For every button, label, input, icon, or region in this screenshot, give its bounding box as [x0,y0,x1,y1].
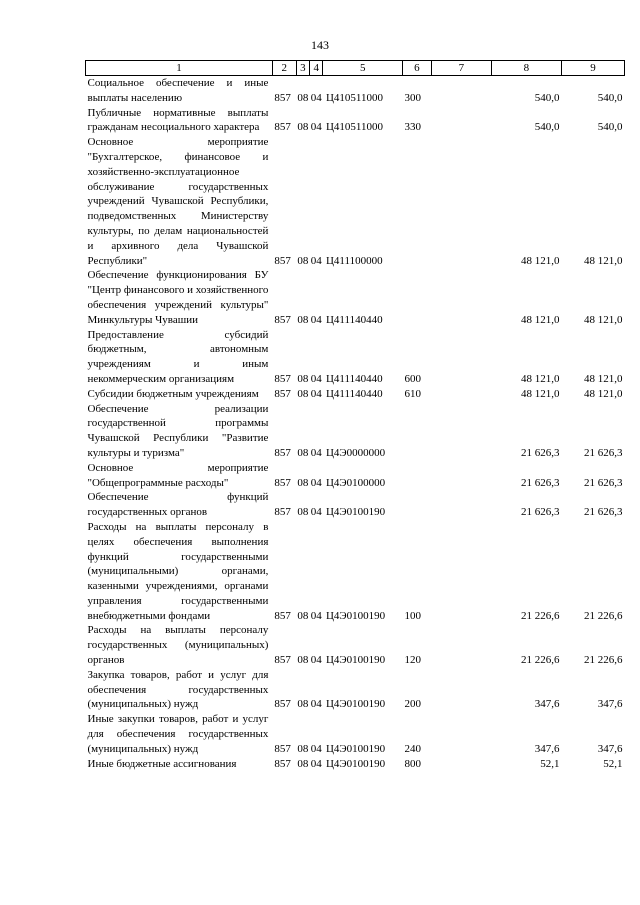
header-col-7: 7 [431,61,491,76]
table-row [86,402,625,461]
table-row [86,387,625,402]
item-name: Расходы на выплаты персоналу в целях обеспечения выполнения функций государственными (муниципальными) органами, казенными учреждениями, органами управления государственными внебюджетными фондами [87,520,269,622]
item-name: Основное мероприятие "Бухгалтерское, финансовое и хозяйственно-эксплуатационное обслуживание государственных учреждений Чувашской Республики, подведомственных Министерству культуры, по делам национальностей и архивного дела Чувашской Республики" [87,136,269,267]
amount-col-8: 21 626,3 [520,476,560,489]
amount-col-8: 21 626,3 [520,506,560,519]
section-code: 08 [297,372,309,385]
header-col-6: 6 [402,61,431,76]
column-7-value [431,402,491,461]
amount-col-9: 540,0 [597,91,623,104]
target-article-code: Ц411140440 [325,387,383,400]
table-row [86,490,625,520]
target-article-code: Ц4Э0100190 [325,609,386,622]
ministry-code: 857 [274,91,291,104]
expense-type-code: 100 [404,609,421,622]
target-article-code: Ц411140440 [325,372,383,385]
expense-type-code: 800 [404,757,421,770]
amount-col-8: 347,6 [534,742,560,755]
expense-type-code: 120 [404,654,421,667]
target-article-code: Ц410511000 [325,121,384,134]
header-col-9: 9 [561,61,624,76]
target-article-code: Ц4Э0000000 [325,446,386,459]
item-name: Субсидии бюджетным учреждениям [87,387,259,400]
expense-type-code: 200 [404,698,421,711]
target-article-code: Ц411140440 [325,313,383,326]
target-article-code: Ц410511000 [325,91,384,104]
amount-col-9: 48 121,0 [584,372,623,385]
amount-col-8: 540,0 [534,121,560,134]
amount-col-8: 21 226,6 [520,654,560,667]
amount-col-8: 48 121,0 [520,313,560,326]
subsection-code: 04 [310,654,322,667]
expense-type-code: 300 [404,91,421,104]
item-name: Иные бюджетные ассигнования [87,757,237,770]
header-col-4: 4 [310,61,323,76]
ministry-code: 857 [274,609,291,622]
ministry-code: 857 [274,757,291,770]
header-col-8: 8 [491,61,561,76]
table-header-row [86,61,625,76]
amount-col-8: 52,1 [540,757,560,770]
column-7-value [431,328,491,387]
amount-col-9: 52,1 [603,757,623,770]
item-name: Закупка товаров, работ и услуг для обеспечения государственных (муниципальных) нужд [87,668,269,711]
subsection-code: 04 [310,313,322,326]
subsection-code: 04 [310,372,322,385]
table-row [86,623,625,667]
item-name: Предоставление субсидий бюджетным, автономным учреждениям и иным некоммерческим организациям [87,328,269,385]
subsection-code: 04 [310,742,322,755]
section-code: 08 [297,742,309,755]
column-7-value [431,668,491,712]
amount-col-9: 347,6 [597,698,623,711]
amount-col-9: 21 626,3 [584,446,623,459]
item-name: Обеспечение функций государственных органов [87,491,269,519]
amount-col-9: 48 121,0 [584,387,623,400]
amount-col-8: 21 626,3 [520,446,560,459]
column-7-value [431,461,491,491]
amount-col-9: 48 121,0 [584,254,623,267]
table-row [86,268,625,327]
amount-col-9: 21 226,6 [584,654,623,667]
target-article-code: Ц4Э0100190 [325,506,386,519]
header-col-5: 5 [323,61,403,76]
target-article-code: Ц4Э0100190 [325,654,386,667]
amount-col-9: 48 121,0 [584,313,623,326]
subsection-code: 04 [310,254,322,267]
column-7-value [431,76,491,106]
section-code: 08 [297,506,309,519]
header-col-1: 1 [86,61,273,76]
column-7-value [431,106,491,136]
subsection-code: 04 [310,121,322,134]
section-code: 08 [297,313,309,326]
budget-table [85,60,625,771]
target-article-code: Ц411100000 [325,254,383,267]
item-name: Публичные нормативные выплаты гражданам несоциального характера [87,106,269,134]
ministry-code: 857 [274,698,291,711]
expense-type-code [402,461,431,491]
table-row [86,461,625,491]
section-code: 08 [297,121,309,134]
column-7-value [431,490,491,520]
subsection-code: 04 [310,609,322,622]
column-7-value [431,135,491,268]
amount-col-9: 21 226,6 [584,609,623,622]
amount-col-9: 540,0 [597,121,623,134]
expense-type-code: 610 [404,387,421,400]
target-article-code: Ц4Э0100190 [325,757,386,770]
item-name: Обеспечение функционирования БУ "Центр финансового и хозяйственного обеспечения учреждений культуры" Минкультуры Чувашии [87,269,269,326]
column-7-value [431,268,491,327]
expense-type-code: 600 [404,372,421,385]
table-row [86,328,625,387]
header-col-3: 3 [296,61,309,76]
expense-type-code [402,490,431,520]
section-code: 08 [297,654,309,667]
amount-col-9: 347,6 [597,742,623,755]
table-row [86,135,625,268]
table-row [86,712,625,756]
subsection-code: 04 [310,446,322,459]
table-row [86,520,625,624]
subsection-code: 04 [310,506,322,519]
section-code: 08 [297,91,309,104]
item-name: Иные закупки товаров, работ и услуг для обеспечения государственных (муниципальных) нужд [87,713,269,755]
expense-type-code: 240 [404,742,421,755]
column-7-value [431,387,491,402]
section-code: 08 [297,254,309,267]
column-7-value [431,520,491,624]
ministry-code: 857 [274,742,291,755]
amount-col-9: 21 626,3 [584,476,623,489]
ministry-code: 857 [274,313,291,326]
table-row [86,76,625,106]
section-code: 08 [297,757,309,770]
subsection-code: 04 [310,91,322,104]
column-7-value [431,712,491,756]
header-col-2: 2 [272,61,296,76]
ministry-code: 857 [274,372,291,385]
section-code: 08 [297,476,309,489]
amount-col-8: 21 226,6 [520,609,560,622]
expense-type-code [402,402,431,461]
amount-col-8: 347,6 [534,698,560,711]
subsection-code: 04 [310,476,322,489]
expense-type-code [402,268,431,327]
amount-col-8: 48 121,0 [520,254,560,267]
item-name: Социальное обеспечение и иные выплаты населению [87,77,269,104]
page-number: 143 [311,38,329,52]
target-article-code: Ц4Э0100190 [325,698,386,711]
section-code: 08 [297,609,309,622]
table-row [86,106,625,136]
item-name: Основное мероприятие "Общепрограммные расходы" [87,461,269,489]
expense-type-code: 330 [404,121,421,134]
table-row [86,757,625,772]
target-article-code: Ц4Э0100000 [325,476,386,489]
amount-col-8: 48 121,0 [520,372,560,385]
table-row [86,668,625,712]
section-code: 08 [297,387,309,400]
ministry-code: 857 [274,387,291,400]
target-article-code: Ц4Э0100190 [325,742,386,755]
expense-type-code [402,135,431,268]
section-code: 08 [297,698,309,711]
ministry-code: 857 [274,254,291,267]
amount-col-8: 48 121,0 [520,387,560,400]
subsection-code: 04 [310,698,322,711]
subsection-code: 04 [310,387,322,400]
column-7-value [431,623,491,667]
ministry-code: 857 [274,654,291,667]
item-name: Обеспечение реализации государственной программы Чувашской Республики "Развитие культуры и туризма" [87,402,269,459]
section-code: 08 [297,446,309,459]
amount-col-8: 540,0 [534,91,560,104]
subsection-code: 04 [310,757,322,770]
column-7-value [431,757,491,772]
ministry-code: 857 [274,506,291,519]
ministry-code: 857 [274,446,291,459]
ministry-code: 857 [274,476,291,489]
amount-col-9: 21 626,3 [584,506,623,519]
item-name: Расходы на выплаты персоналу государственных (муниципальных) органов [87,624,269,667]
ministry-code: 857 [274,121,291,134]
